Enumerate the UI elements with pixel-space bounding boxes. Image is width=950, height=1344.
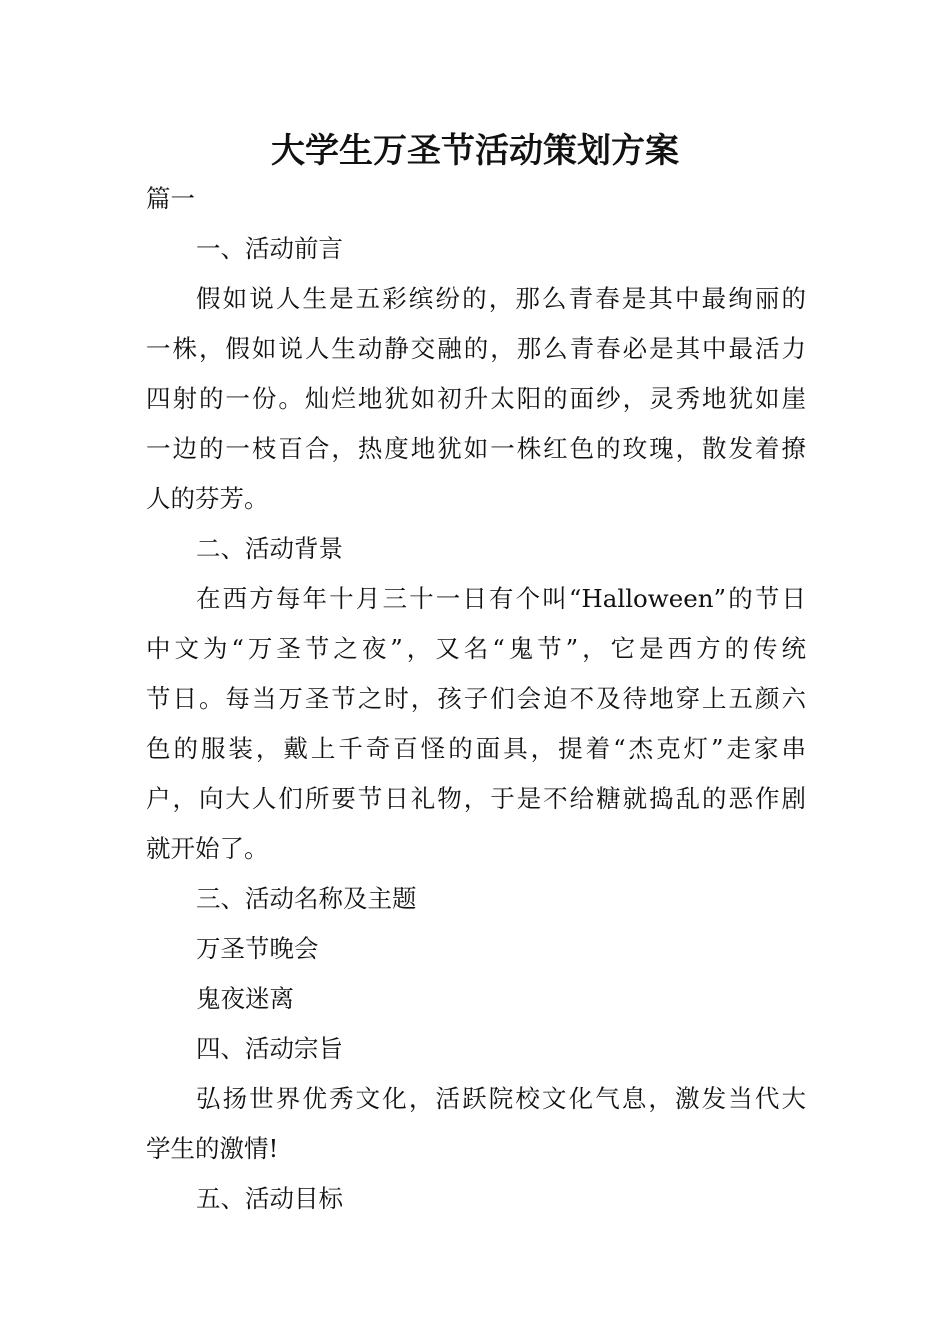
body-line: 一株，假如说人生动静交融的，那么青春必是其中最活力 <box>146 334 806 363</box>
body-line: 一边的一枝百合，热度地犹如一株红色的玫瑰，散发着撩 <box>146 434 806 463</box>
body-line: 就开始了。 <box>146 834 269 863</box>
body-line: 色的服装，戴上千奇百怪的面具，提着“杰克灯”走家串 <box>146 734 806 763</box>
body-line: 二、活动背景 <box>196 534 343 563</box>
body-line: 人的芬芳。 <box>146 484 269 513</box>
body-line: 弘扬世界优秀文化，活跃院校文化气息，激发当代大 <box>196 1084 806 1113</box>
body-line: 五、活动目标 <box>196 1184 343 1213</box>
body-line: 户，向大人们所要节日礼物，于是不给糖就捣乱的恶作剧 <box>146 784 806 813</box>
body-line: 四射的一份。灿烂地犹如初升太阳的面纱，灵秀地犹如崖 <box>146 384 806 413</box>
body-line: 学生的激情! <box>146 1134 279 1163</box>
body-line: 中文为“万圣节之夜”，又名“鬼节”，它是西方的传统 <box>146 634 806 663</box>
document-body <box>146 174 806 1224</box>
body-line: 篇一 <box>146 184 195 213</box>
document-title: 大学生万圣节活动策划方案 <box>271 131 679 171</box>
body-line: 鬼夜迷离 <box>196 984 294 1013</box>
body-line: 一、活动前言 <box>196 234 343 263</box>
body-line: 万圣节晚会 <box>196 934 319 963</box>
body-line: 节日。每当万圣节之时，孩子们会迫不及待地穿上五颜六 <box>146 684 806 713</box>
body-line: 三、活动名称及主题 <box>196 884 417 913</box>
body-line: 四、活动宗旨 <box>196 1034 343 1063</box>
body-line: 假如说人生是五彩缤纷的，那么青春是其中最绚丽的 <box>196 284 806 313</box>
body-line: 在西方每年十月三十一日有个叫“Halloween”的节日 <box>196 584 806 613</box>
